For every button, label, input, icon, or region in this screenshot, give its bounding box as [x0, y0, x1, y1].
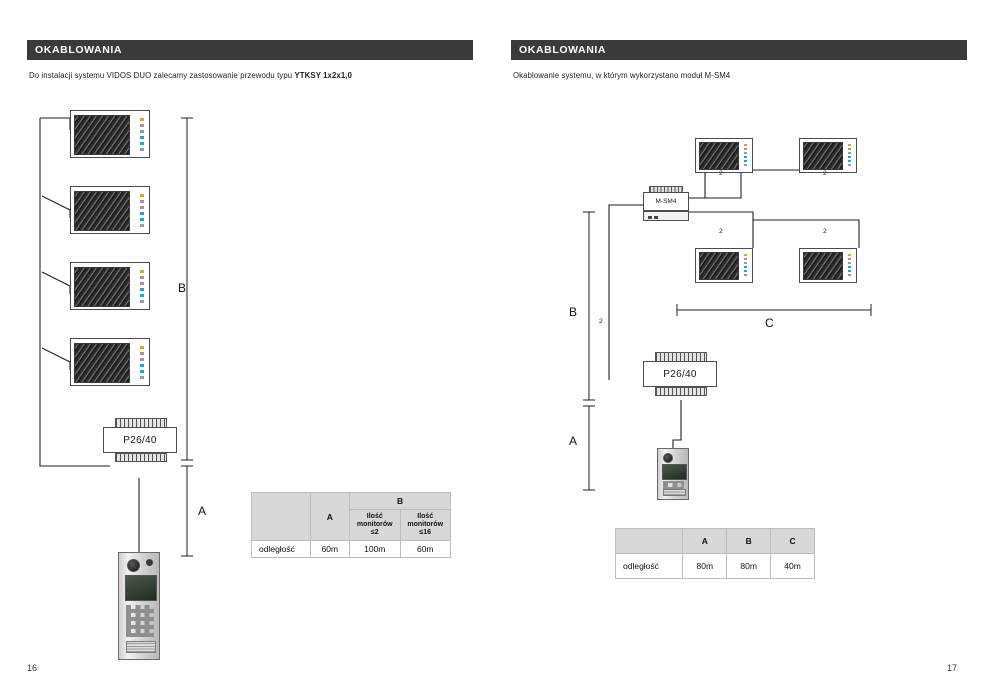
msm4-label: M-SM4 [643, 192, 689, 211]
table-row [616, 554, 815, 579]
dimension-label-b-left: B [178, 281, 187, 295]
monitor-screen [74, 343, 130, 383]
monitor-button-panel [737, 142, 749, 170]
door-station-right [657, 448, 689, 500]
right-wiring-diagram [491, 0, 981, 700]
table-header-a: A [683, 529, 727, 554]
left-page [0, 0, 490, 700]
table-row-label: odległość [252, 541, 311, 558]
camera-icon [127, 559, 140, 572]
psu-terminal-rail-bottom [655, 387, 707, 396]
spec-table-left [251, 492, 451, 558]
monitor-button-panel [129, 343, 146, 383]
dimension-label-a-left: A [198, 504, 207, 518]
table-value-b: 80m [727, 554, 771, 579]
power-supply-p2640-left [103, 418, 177, 466]
page-number-left: 16 [27, 663, 38, 673]
camera-icon [663, 453, 673, 463]
table-row-label: odległość [616, 554, 683, 579]
power-supply-p2640-right [643, 352, 717, 400]
table-header-c: C [771, 529, 815, 554]
monitor-screen [699, 142, 739, 170]
monitor-device-5 [695, 138, 753, 173]
monitor-screen [803, 252, 843, 280]
dimension-label-c-right: C [765, 316, 774, 330]
monitor-device-8 [799, 248, 857, 283]
table-header-a: A [310, 493, 349, 541]
right-page [491, 0, 981, 700]
dimension-label-b-right: B [569, 305, 578, 319]
table-corner-cell [252, 493, 311, 541]
sensor-icon [146, 559, 153, 566]
wire-label-1: 2 [719, 170, 723, 177]
monitor-screen [74, 115, 130, 155]
monitor-screen [803, 142, 843, 170]
door-station-display [662, 464, 687, 480]
monitor-device-7 [695, 248, 753, 283]
table-value-b-left: 100m [350, 541, 400, 558]
wire-label-3: 2 [719, 228, 723, 235]
psu-label-right: P26/40 [643, 361, 717, 387]
door-station-left [118, 552, 160, 660]
monitor-button-panel [841, 252, 853, 280]
monitor-device-6 [799, 138, 857, 173]
psu-terminal-rail-bottom [115, 453, 167, 462]
monitor-button-panel [129, 115, 146, 155]
monitor-button-panel [737, 252, 749, 280]
monitor-device-2 [70, 186, 150, 234]
table-subheader-b-right: Ilość monitorów ≤16 [400, 510, 451, 541]
monitor-device-1 [70, 110, 150, 158]
table-value-a: 60m [310, 541, 349, 558]
page-number-right: 17 [946, 663, 957, 673]
intro-text-prefix: Do instalacji systemu VIDOS DUO zalecamy zastosowanie przewodu typu [29, 71, 295, 80]
monitor-screen [699, 252, 739, 280]
dimension-label-a-right: A [569, 434, 578, 448]
table-value-b-right: 60m [400, 541, 451, 558]
door-station-speaker [126, 641, 156, 653]
msm4-module [643, 186, 689, 224]
intro-text-cable-type: YTKSY 1x2x1,0 [294, 71, 353, 80]
section-header-left: OKABLOWANIA [27, 40, 473, 60]
table-value-a: 80m [683, 554, 727, 579]
table-subheader-b-left: Ilość monitorów ≤2 [350, 510, 400, 541]
door-station-keypad [126, 605, 154, 637]
monitor-screen [74, 267, 130, 307]
section-header-right: OKABLOWANIA [511, 40, 967, 60]
wire-label-5: 2 [599, 318, 603, 325]
intro-text-right: Okablowanie systemu, w którym wykorzystano moduł M-SM4 [513, 71, 731, 80]
monitor-device-3 [70, 262, 150, 310]
msm4-base [643, 211, 689, 221]
monitor-button-panel [129, 267, 146, 307]
spec-table-right [615, 528, 815, 579]
monitor-button-panel [129, 191, 146, 231]
table-header-b: B [727, 529, 771, 554]
door-station-speaker [663, 489, 686, 496]
monitor-button-panel [841, 142, 853, 170]
table-corner-cell [616, 529, 683, 554]
monitor-screen [74, 191, 130, 231]
monitor-device-4 [70, 338, 150, 386]
table-header-b: B [350, 493, 451, 510]
wire-label-4: 2 [823, 228, 827, 235]
door-station-display [125, 575, 157, 601]
table-row [616, 529, 815, 554]
psu-label-left: P26/40 [103, 427, 177, 453]
table-row [252, 541, 451, 558]
wire-label-2: 2 [823, 170, 827, 177]
table-row [252, 493, 451, 510]
table-value-c: 40m [771, 554, 815, 579]
